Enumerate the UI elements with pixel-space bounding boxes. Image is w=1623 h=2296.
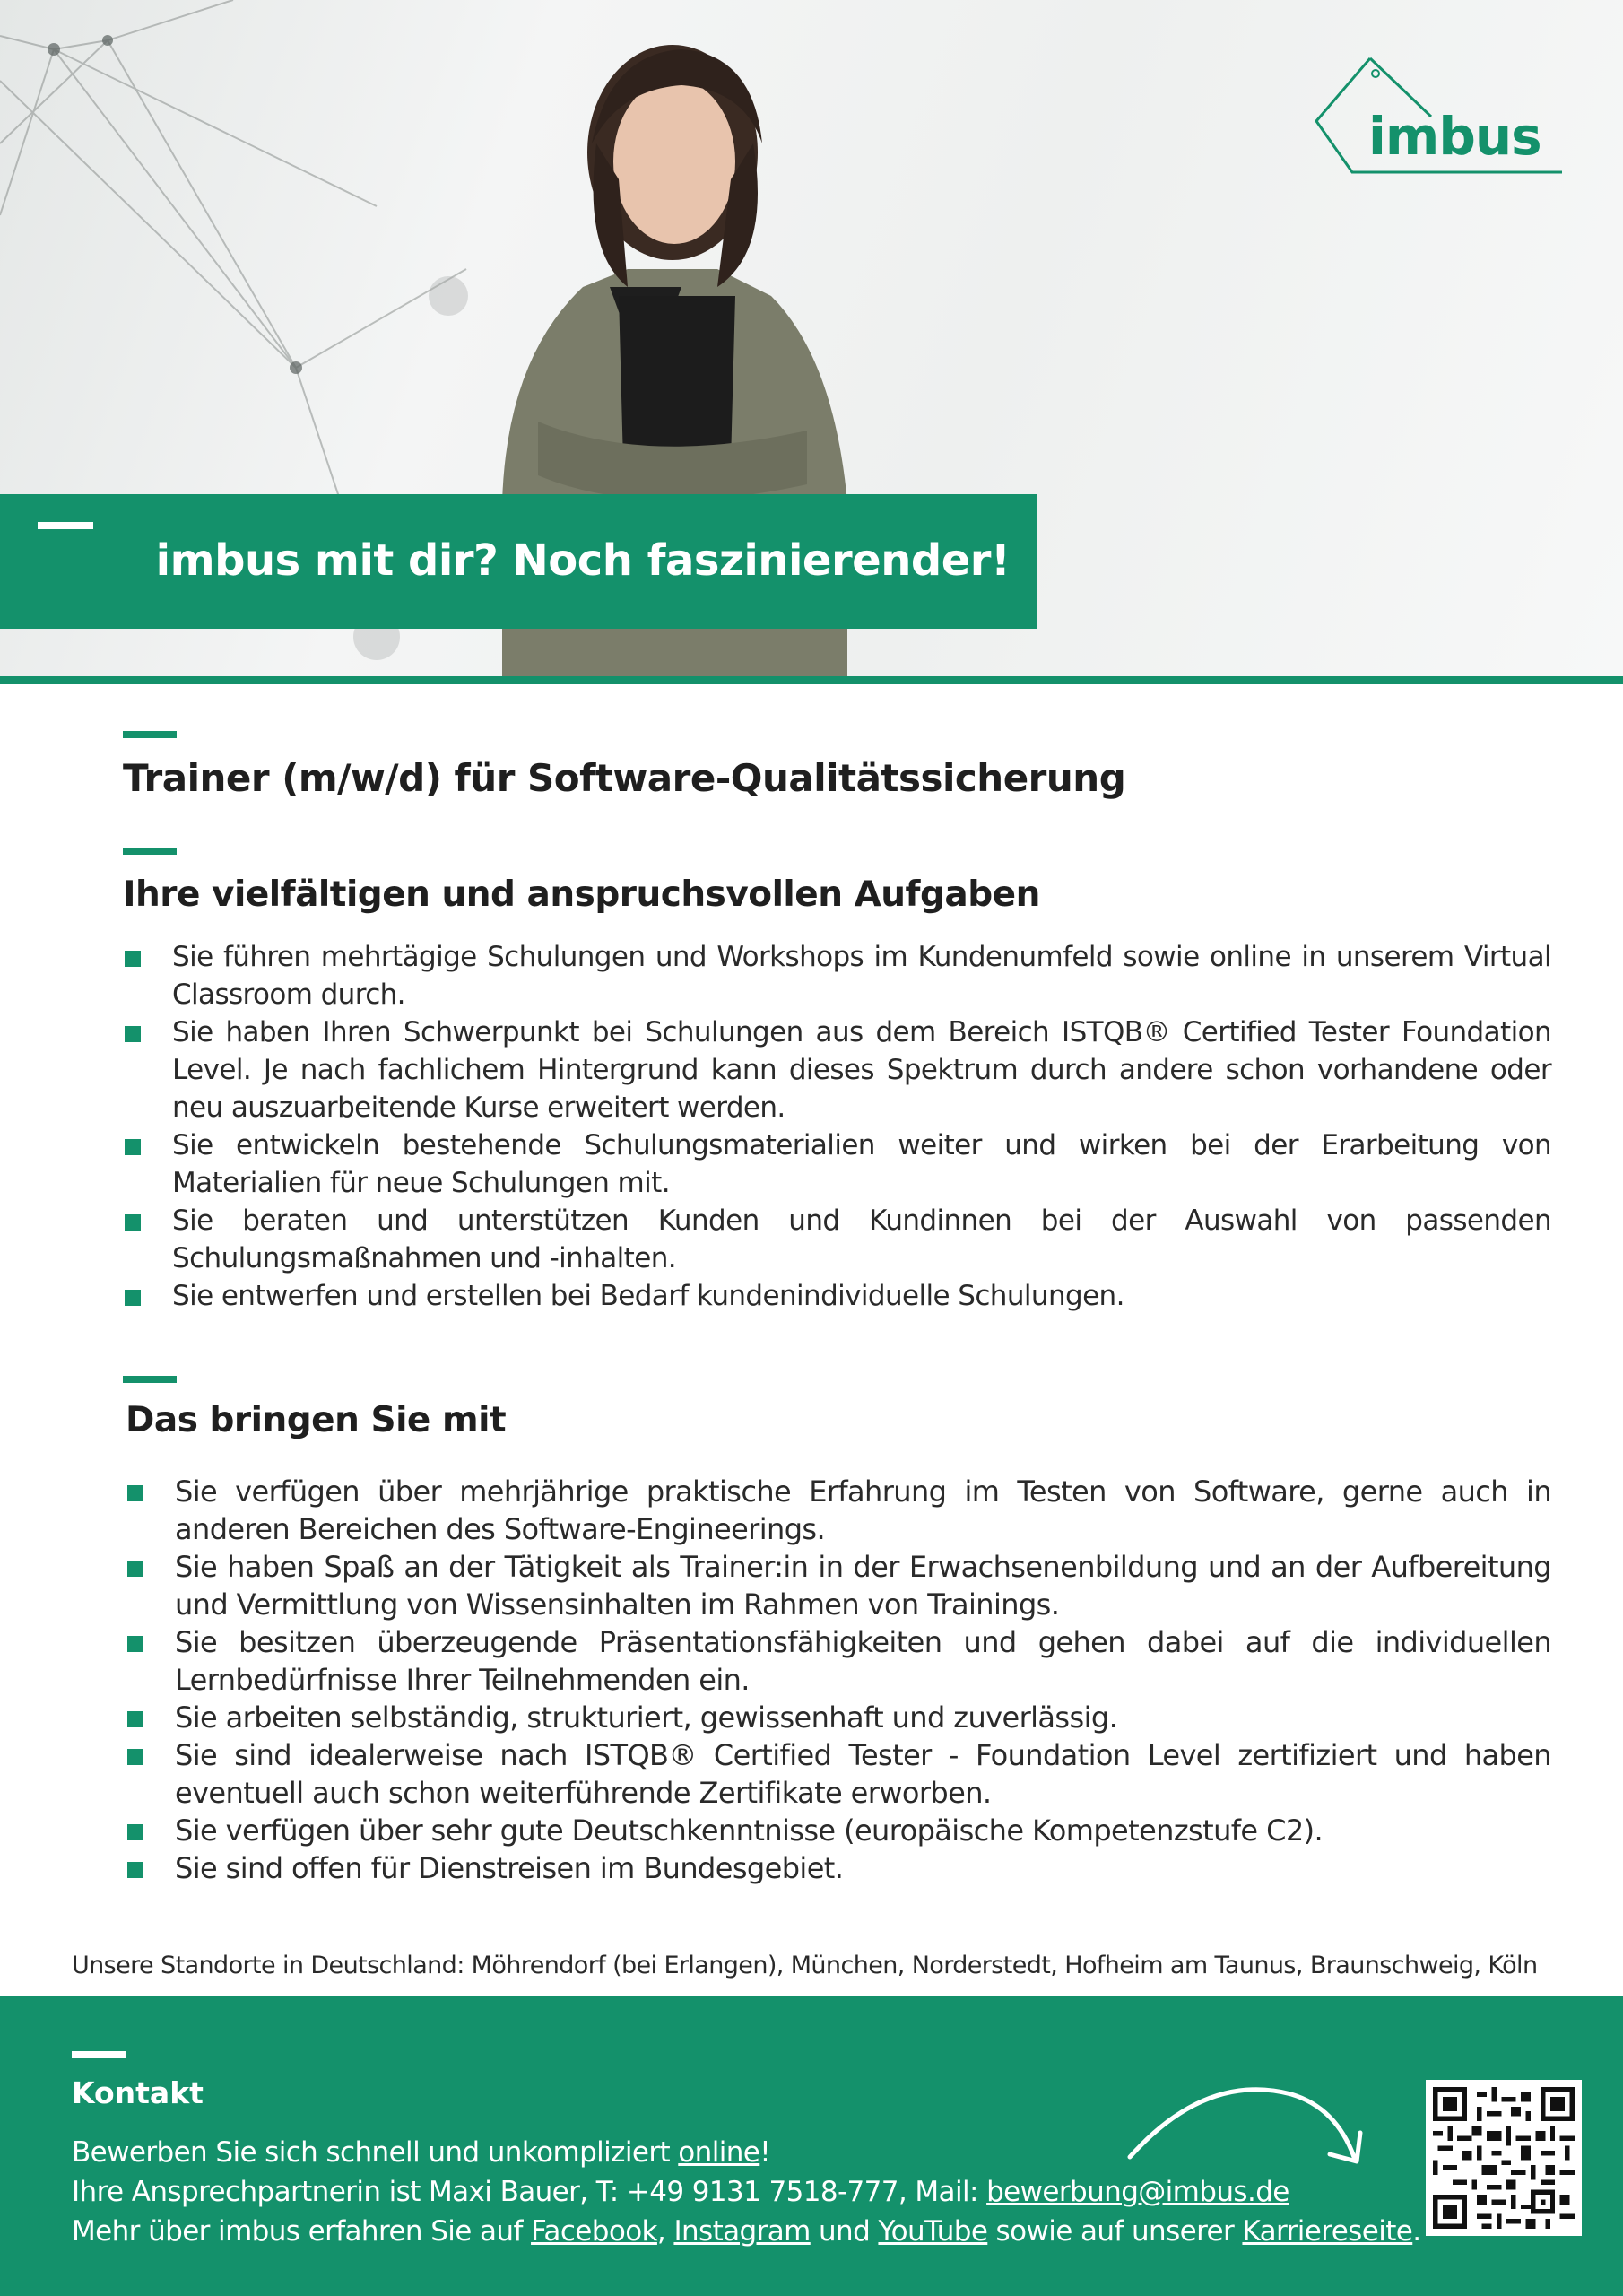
requirements-dash xyxy=(123,1376,177,1383)
requirements-list xyxy=(126,1473,1551,1887)
job-title: Trainer (m/w/d) für Software-Qualitätssicherung xyxy=(123,756,1126,800)
hero-image xyxy=(0,0,1623,676)
contact-footer xyxy=(0,1996,1623,2296)
contact-person-text: Ihre Ansprechpartnerin ist Maxi Bauer, T: +49 9131 7518-777, Mail: xyxy=(72,2176,987,2208)
slogan-banner xyxy=(0,494,1037,629)
contact-heading: Kontakt xyxy=(72,2075,204,2110)
slogan-text: imbus mit dir? Noch faszinierender! xyxy=(155,535,1011,586)
title-dash xyxy=(123,731,177,738)
social-text: Mehr über imbus erfahren Sie auf xyxy=(72,2215,532,2248)
list-item: Sie entwickeln bestehende Schulungsmaterialien weiter und wirken bei der Erarbeitung von Materialien für neue Schulungen mit. xyxy=(123,1126,1551,1202)
career-link[interactable]: Karriereseite xyxy=(1242,2215,1413,2248)
list-item: Sie besitzen überzeugende Präsentationsfähigkeiten und gehen dabei auf die individuellen Lernbedürfnisse Ihrer Teilnehmenden ein. xyxy=(126,1623,1551,1699)
qr-code[interactable] xyxy=(1426,2080,1582,2236)
contact-person-line xyxy=(72,2172,1421,2212)
separator: , xyxy=(656,2215,674,2248)
arrow-icon xyxy=(1125,2072,1367,2170)
tasks-list xyxy=(123,938,1551,1315)
youtube-link[interactable]: YouTube xyxy=(878,2215,988,2248)
separator: und xyxy=(810,2215,879,2248)
list-item: Sie arbeiten selbständig, strukturiert, gewissenhaft und zuverlässig. xyxy=(126,1699,1551,1736)
list-item: Sie verfügen über sehr gute Deutschkenntnisse (europäische Kompetenzstufe C2). xyxy=(126,1812,1551,1849)
social-mid-text: sowie auf unserer xyxy=(987,2215,1243,2248)
contact-dash xyxy=(72,2051,126,2058)
apply-suffix: ! xyxy=(759,2136,771,2169)
list-item: Sie haben Spaß an der Tätigkeit als Trainer:in in der Erwachsenenbildung und an der Aufbereitung und Vermittlung von Wissensinhalten im Rahmen von Trainings. xyxy=(126,1548,1551,1623)
instagram-link[interactable]: Instagram xyxy=(673,2215,811,2248)
email-link[interactable]: bewerbung@imbus.de xyxy=(986,2176,1289,2208)
tasks-dash xyxy=(123,848,177,855)
facebook-link[interactable]: Facebook xyxy=(531,2215,657,2248)
list-item: Sie führen mehrtägige Schulungen und Workshops im Kundenumfeld sowie online in unserem Virtual Classroom durch. xyxy=(123,938,1551,1013)
apply-text: Bewerben Sie sich schnell und unkompliziert xyxy=(72,2136,679,2169)
imbus-logo[interactable] xyxy=(1315,54,1566,179)
social-line xyxy=(72,2212,1421,2251)
list-item: Sie sind offen für Dienstreisen im Bundesgebiet. xyxy=(126,1849,1551,1887)
list-item: Sie entwerfen und erstellen bei Bedarf kundenindividuelle Schulungen. xyxy=(123,1277,1551,1315)
list-item: Sie haben Ihren Schwerpunkt bei Schulungen aus dem Bereich ISTQB® Certified Tester Foundation Level. Je nach fachlichem Hintergrund kann dieses Spektrum durch andere schon vorhandene oder neu auszuarbeitende Kurse erweitert werden. xyxy=(123,1013,1551,1126)
list-item: Sie sind idealerweise nach ISTQB® Certified Tester - Foundation Level zertifiziert und haben eventuell auch schon weiterführende Zertifikate erworben. xyxy=(126,1736,1551,1812)
social-suffix: . xyxy=(1412,2215,1421,2248)
list-item: Sie verfügen über mehrjährige praktische Erfahrung im Testen von Software, gerne auch in anderen Bereichen des Software-Engineerings. xyxy=(126,1473,1551,1548)
requirements-heading: Das bringen Sie mit xyxy=(126,1400,507,1440)
locations-text: Unsere Standorte in Deutschland: Möhrendorf (bei Erlangen), München, Norderstedt, Hofheim am Taunus, Braunschweig, Köln xyxy=(72,1952,1538,1979)
tasks-heading: Ihre vielfältigen und anspruchsvollen Aufgaben xyxy=(123,874,1040,915)
hero-divider xyxy=(0,676,1623,684)
logo-wordmark: imbus xyxy=(1368,106,1541,167)
online-link[interactable]: online xyxy=(678,2136,760,2169)
list-item: Sie beraten und unterstützen Kunden und Kundinnen bei der Auswahl von passenden Schulungsmaßnahmen und -inhalten. xyxy=(123,1202,1551,1277)
banner-dash xyxy=(38,522,93,529)
